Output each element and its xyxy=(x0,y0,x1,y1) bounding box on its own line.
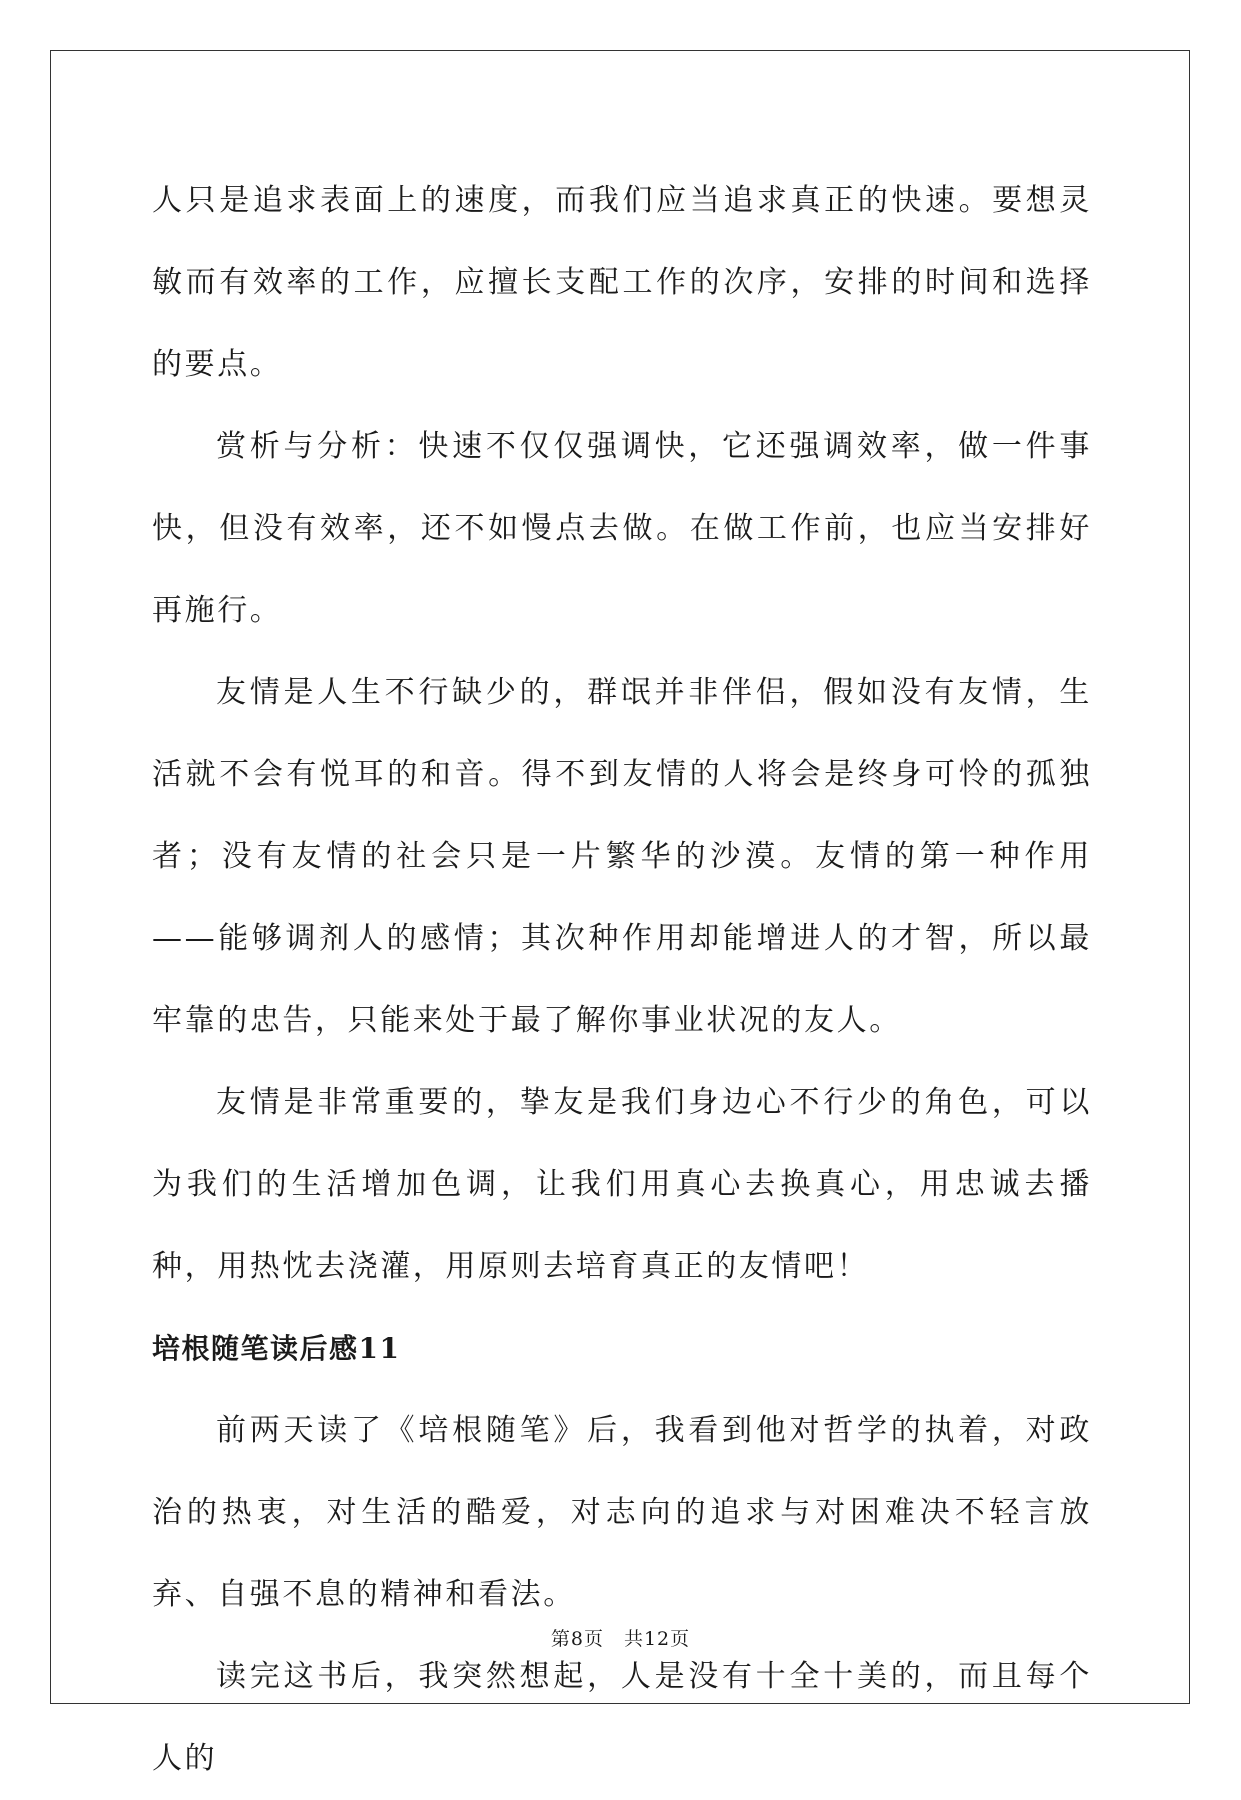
document-body xyxy=(152,160,1092,1800)
paragraph-2: 赏析与分析：快速不仅仅强调快，它还强调效率，做一件事快，但没有效率，还不如慢点去做。在做工作前，也应当安排好再施行。 xyxy=(152,429,1092,628)
paragraph-1: 人只是追求表面上的速度，而我们应当追求真正的快速。要想灵敏而有效率的工作，应擅长支配工作的次序，安排的时间和选择的要点。 xyxy=(152,183,1092,382)
paragraph-4: 友情是非常重要的，挚友是我们身边心不行少的角色，可以为我们的生活增加色调，让我们用真心去换真心，用忠诚去播种，用热忱去浇灌，用原则去培育真正的友情吧！ xyxy=(152,1085,1092,1284)
page-number-footer: 第8页 共12页 xyxy=(550,1628,691,1650)
paragraph-5: 前两天读了《培根随笔》后，我看到他对哲学的执着，对政治的热衷，对生活的酷爱，对志向的追求与对困难决不轻言放弃、自强不息的精神和看法。 xyxy=(152,1413,1092,1612)
paragraph-3: 友情是人生不行缺少的，群氓并非伴侣，假如没有友情，生活就不会有悦耳的和音。得不到友情的人将会是终身可怜的孤独者；没有友情的社会只是一片繁华的沙漠。友情的第一种作用——能够调剂人的感情；其次种作用却能增进人的才智，所以最牢靠的忠告，只能来处于最了解你事业状况的友人。 xyxy=(152,675,1092,1038)
paragraph-6: 读完这书后，我突然想起，人是没有十全十美的，而且每个人的 xyxy=(152,1659,1092,1776)
section-heading: 培根随笔读后感11 xyxy=(152,1332,401,1365)
